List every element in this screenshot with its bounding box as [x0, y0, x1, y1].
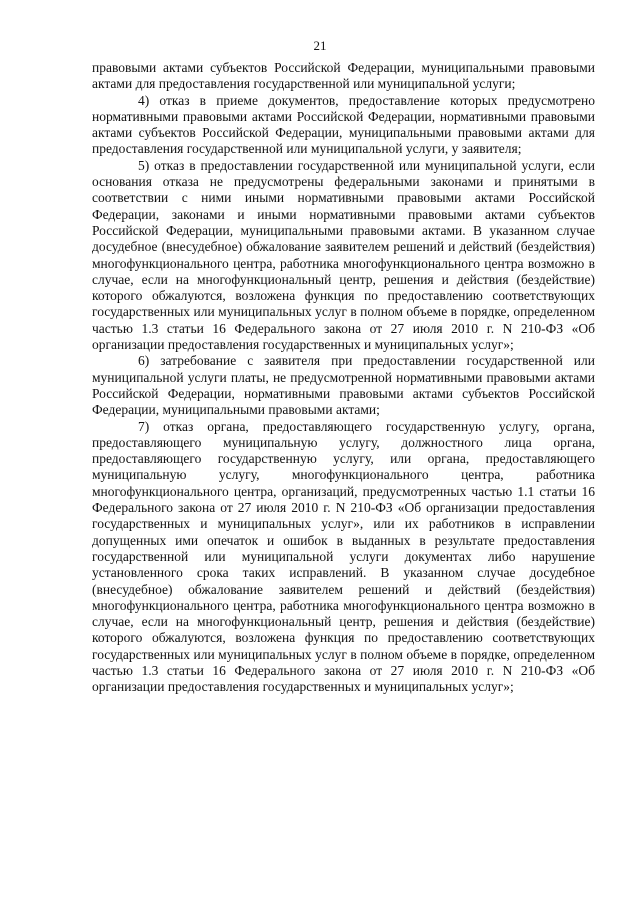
- paragraph-item-6: 6) затребование с заявителя при предоставлении государственной или муниципальной услуги платы, не предусмотренной нормативными правовыми актами Российской Федерации, нормативными правовыми актами субъектов Российской Федерации, муниципальными правовыми актами;: [92, 353, 595, 418]
- page-number: 21: [313, 38, 327, 53]
- document-body: [92, 60, 595, 696]
- paragraph-continuation: правовыми актами субъектов Российской Федерации, муниципальными правовыми актами для предоставления государственной или муниципальной услуги;: [92, 60, 595, 92]
- paragraph-item-7: 7) отказ органа, предоставляющего государственную услугу, органа, предоставляющего муниципальную услугу, должностного лица органа, предоставляющего государственную услугу, или органа, предоставляющего муниципальную услугу, многофункционального центра, работника многофункционального центра, организаций, предусмотренных частью 1.1 статьи 16 Федерального закона от 27 июля 2010 г. N 210-ФЗ «Об организации предоставления государственных и муниципальных услуг», или их работников в исправлении допущенных ими опечаток и ошибок в выданных в результате предоставления государственной или муниципальной услуги документах либо нарушение установленного срока таких исправлений. В указанном случае досудебное (внесудебное) обжалование заявителем решений и действий (бездействия) многофункционального центра, работника многофункционального центра возможно в случае, если на многофункциональный центр, решения и действия (бездействие) которого обжалуются, возложена функция по предоставлению соответствующих государственных или муниципальных услуг в полном объеме в порядке, определенном частью 1.3 статьи 16 Федерального закона от 27 июля 2010 г. N 210-ФЗ «Об организации предоставления государственных и муниципальных услуг»;: [92, 418, 595, 695]
- paragraph-item-5: 5) отказ в предоставлении государственной или муниципальной услуги, если основания отказа не предусмотрены федеральными законами и принятыми в соответствии с ними иными нормативными правовыми актами Российской Федерации, законами и иными нормативными правовыми актами субъектов Российской Федерации, муниципальными правовыми актами. В указанном случае досудебное (внесудебное) обжалование заявителем решений и действий (бездействия) многофункционального центра, работника многофункционального центра возможно в случае, если на многофункциональный центр, решения и действия (бездействие) которого обжалуются, возложена функция по предоставлению соответствующих государственных или муниципальных услуг в полном объеме в порядке, определенном частью 1.3 статьи 16 Федерального закона от 27 июля 2010 г. N 210-ФЗ «Об организации предоставления государственных и муниципальных услуг»;: [92, 157, 595, 353]
- paragraph-item-4: 4) отказ в приеме документов, предоставление которых предусмотрено нормативными правовыми актами Российской Федерации, нормативными правовыми актами субъектов Российской Федерации, муниципальными правовыми актами для предоставления государственной или муниципальной услуги, у заявителя;: [92, 92, 595, 157]
